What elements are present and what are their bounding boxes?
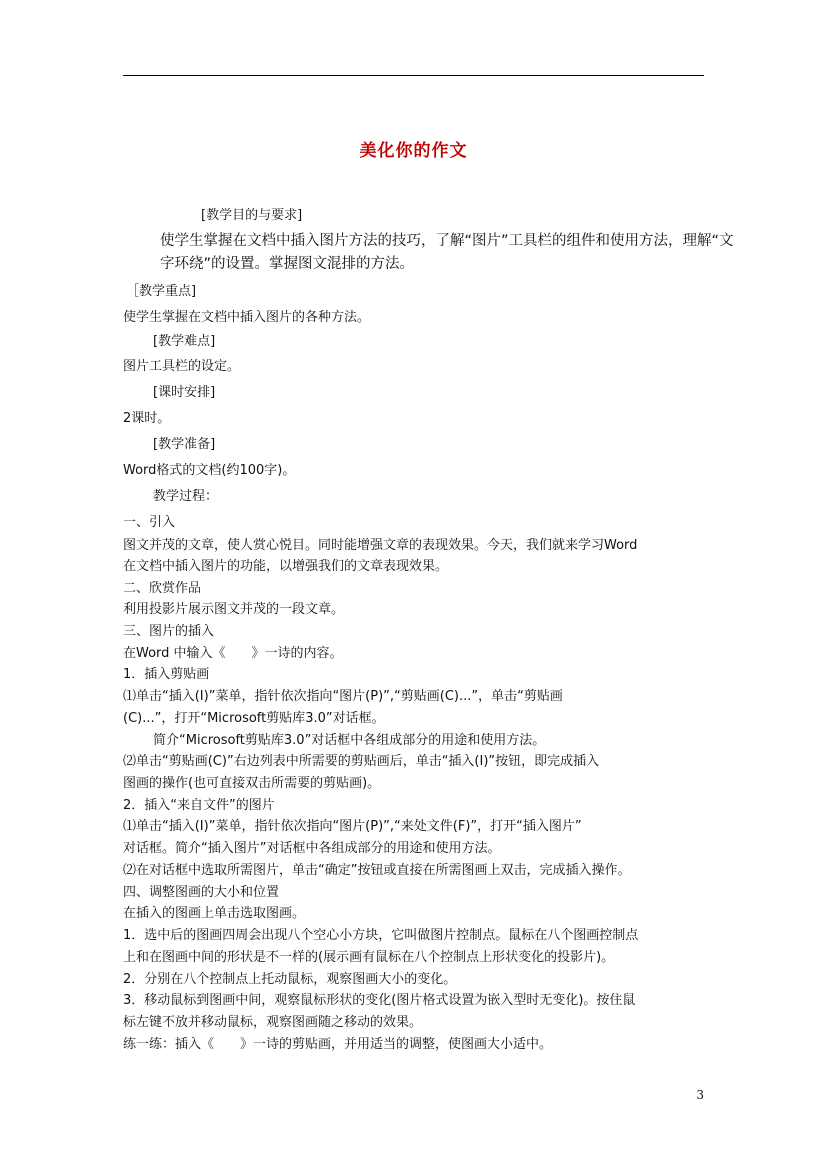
part-1-text-line-2: 在文档中插入图片的功能，以增强我们的文章表现效果。 (123, 559, 449, 574)
clipart-step-1-line-2: (C)...”，打开“Microsoft剪贴库3.0”对话框。 (123, 711, 385, 726)
resize-step-1-line-1: 1．选中后的图画四周会出现八个空心小方块，它叫做图片控制点。鼠标在八个图画控制点 (123, 928, 639, 943)
file-step-2: ⑵在对话框中选取所需图片，单击“确定”按钮或直接在所需图画上双击，完成插入操作。 (123, 863, 631, 878)
clipart-intro-text: 简介“Microsoft剪贴库3.0”对话框中各组成部分的用途和使用方法。 (153, 733, 546, 748)
page-number: 3 (696, 1088, 704, 1102)
preparation-text: Word格式的文档(约100字)。 (123, 463, 296, 478)
part-2-heading: 二、欣赏作品 (123, 581, 202, 596)
key-points-text: 使学生掌握在文档中插入图片的各种方法。 (123, 310, 371, 325)
page-title: 美化你的作文 (359, 141, 468, 161)
resize-step-3-line-1: 3．移动鼠标到图画中间，观察鼠标形状的变化(图片格式设置为嵌入型时无变化)。按住鼠 (123, 993, 636, 1008)
file-step-1-line-2: 对话框。简介“插入图片”对话框中各组成部分的用途和使用方法。 (123, 841, 501, 856)
part-2-text: 利用投影片展示图文并茂的一段文章。 (123, 602, 345, 617)
file-step-1-line-1: ⑴单击“插入(I)”菜单，指针依次指向“图片(P)”,“来处文件(F)”，打开“插入图片” (123, 819, 582, 834)
resize-step-2: 2．分别在八个控制点上托动鼠标，观察图画大小的变化。 (123, 972, 457, 987)
part-1-heading: 一、引入 (123, 515, 176, 530)
file-picture-subheading: 2．插入“来自文件”的图片 (123, 798, 275, 813)
clipart-step-2-line-2: 图画的操作(也可直接双击所需要的剪贴画)。 (123, 776, 381, 791)
section-difficulties-heading: [教学难点] (153, 334, 216, 349)
section-goals-heading: [教学目的与要求] (201, 208, 303, 223)
section-key-points-heading: ［教学重点] (126, 284, 197, 299)
schedule-text: 2课时。 (123, 411, 171, 426)
clipart-step-2-line-1: ⑵单击“剪贴画(C)”右边列表中所需要的剪贴画后，单击“插入(I)”按钮，即完成插入 (123, 754, 600, 769)
section-schedule-heading: [课时安排] (153, 385, 216, 400)
process-heading: 教学过程： (153, 489, 219, 504)
part-4-text: 在插入的图画上单击选取图画。 (123, 906, 306, 921)
exercise-text: 练一练：插入《 》一诗的剪贴画，并用适当的调整，使图画大小适中。 (123, 1037, 553, 1052)
difficulties-text: 图片工具栏的设定。 (123, 359, 241, 374)
resize-step-1-line-2: 上和在图画中间的形状是不一样的(展示画有鼠标在八个控制点上形状变化的投影片)。 (123, 950, 615, 965)
goals-text-line-2: 字环绕”的设置。掌握图文混排的方法。 (160, 256, 415, 272)
goals-text-line-1: 使学生掌握在文档中插入图片方法的技巧，了解“图片”工具栏的组件和使用方法，理解“文 (160, 233, 734, 249)
part-1-text-line-1: 图文并茂的文章，使人赏心悦目。同时能增强文章的表现效果。今天，我们就来学习Word (123, 538, 638, 553)
part-3-text: 在Word 中输入《 》一诗的内容。 (123, 646, 343, 661)
clipart-subheading: 1．插入剪贴画 (123, 667, 210, 682)
section-preparation-heading: [教学准备] (153, 437, 216, 452)
part-3-heading: 三、图片的插入 (123, 624, 215, 639)
part-4-heading: 四、调整图画的大小和位置 (123, 885, 280, 900)
header-rule (123, 75, 704, 76)
resize-step-3-line-2: 标左键不放并移动鼠标，观察图画随之移动的效果。 (123, 1015, 423, 1030)
clipart-step-1-line-1: ⑴单击“插入(I)”菜单，指针依次指向“图片(P)”,“剪贴画(C)...”，单击“剪贴画 (123, 689, 563, 704)
